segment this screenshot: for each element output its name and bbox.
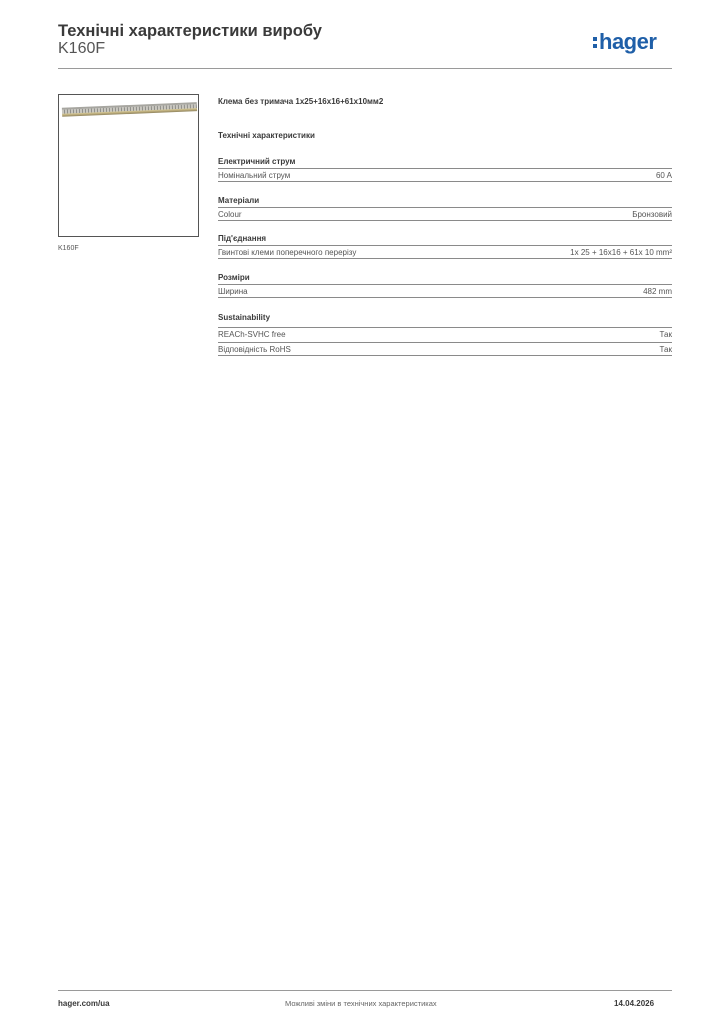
product-image	[58, 94, 199, 237]
spec-heading: Технічні характеристики	[218, 131, 315, 140]
spec-value: 482 mm	[643, 287, 672, 296]
footer-note: Можливі зміни в технічних характеристиках	[285, 999, 437, 1008]
product-code: K160F	[58, 40, 106, 57]
spec-row	[218, 342, 672, 356]
spec-row	[218, 327, 672, 341]
product-name: Клема без тримача 1x25+16x16+61x10мм2	[218, 97, 384, 106]
spec-row	[218, 284, 672, 298]
spec-value: 1x 25 + 16x16 + 61x 10 mm²	[570, 248, 672, 257]
hager-logo	[593, 28, 656, 56]
header-divider	[58, 68, 672, 69]
spec-key: Номінальний струм	[218, 171, 291, 180]
group-title-dimensions: Розміри	[218, 273, 250, 282]
page-title: Технічні характеристики виробу	[58, 22, 322, 40]
spec-value: Так	[659, 330, 672, 339]
busbar-image	[59, 95, 200, 238]
spec-key: Colour	[218, 210, 242, 219]
group-title-sustainability: Sustainability	[218, 313, 271, 322]
spec-key: Ширина	[218, 287, 248, 296]
group-title-materials: Матеріали	[218, 196, 260, 205]
footer-date: 14.04.2026	[614, 999, 655, 1008]
logo-dots-icon	[593, 37, 597, 48]
spec-row	[218, 245, 672, 259]
image-caption: K160F	[58, 245, 79, 252]
website-link[interactable]: hager.com/ua	[58, 999, 110, 1008]
spec-value: Бронзовий	[632, 210, 672, 219]
logo-text: hager	[599, 29, 657, 54]
spec-key: Гвинтові клеми поперечного перерізу	[218, 248, 357, 257]
spec-row	[218, 168, 672, 182]
spec-value: Так	[659, 345, 672, 354]
group-title-connection: Під'єднання	[218, 234, 267, 243]
spec-key: Відповідність RoHS	[218, 345, 291, 354]
footer-divider	[58, 990, 672, 991]
spec-key: REACh-SVHC free	[218, 330, 286, 339]
spec-value: 60 A	[655, 171, 672, 180]
group-title-electric: Електричний струм	[218, 157, 296, 166]
spec-row	[218, 207, 672, 221]
